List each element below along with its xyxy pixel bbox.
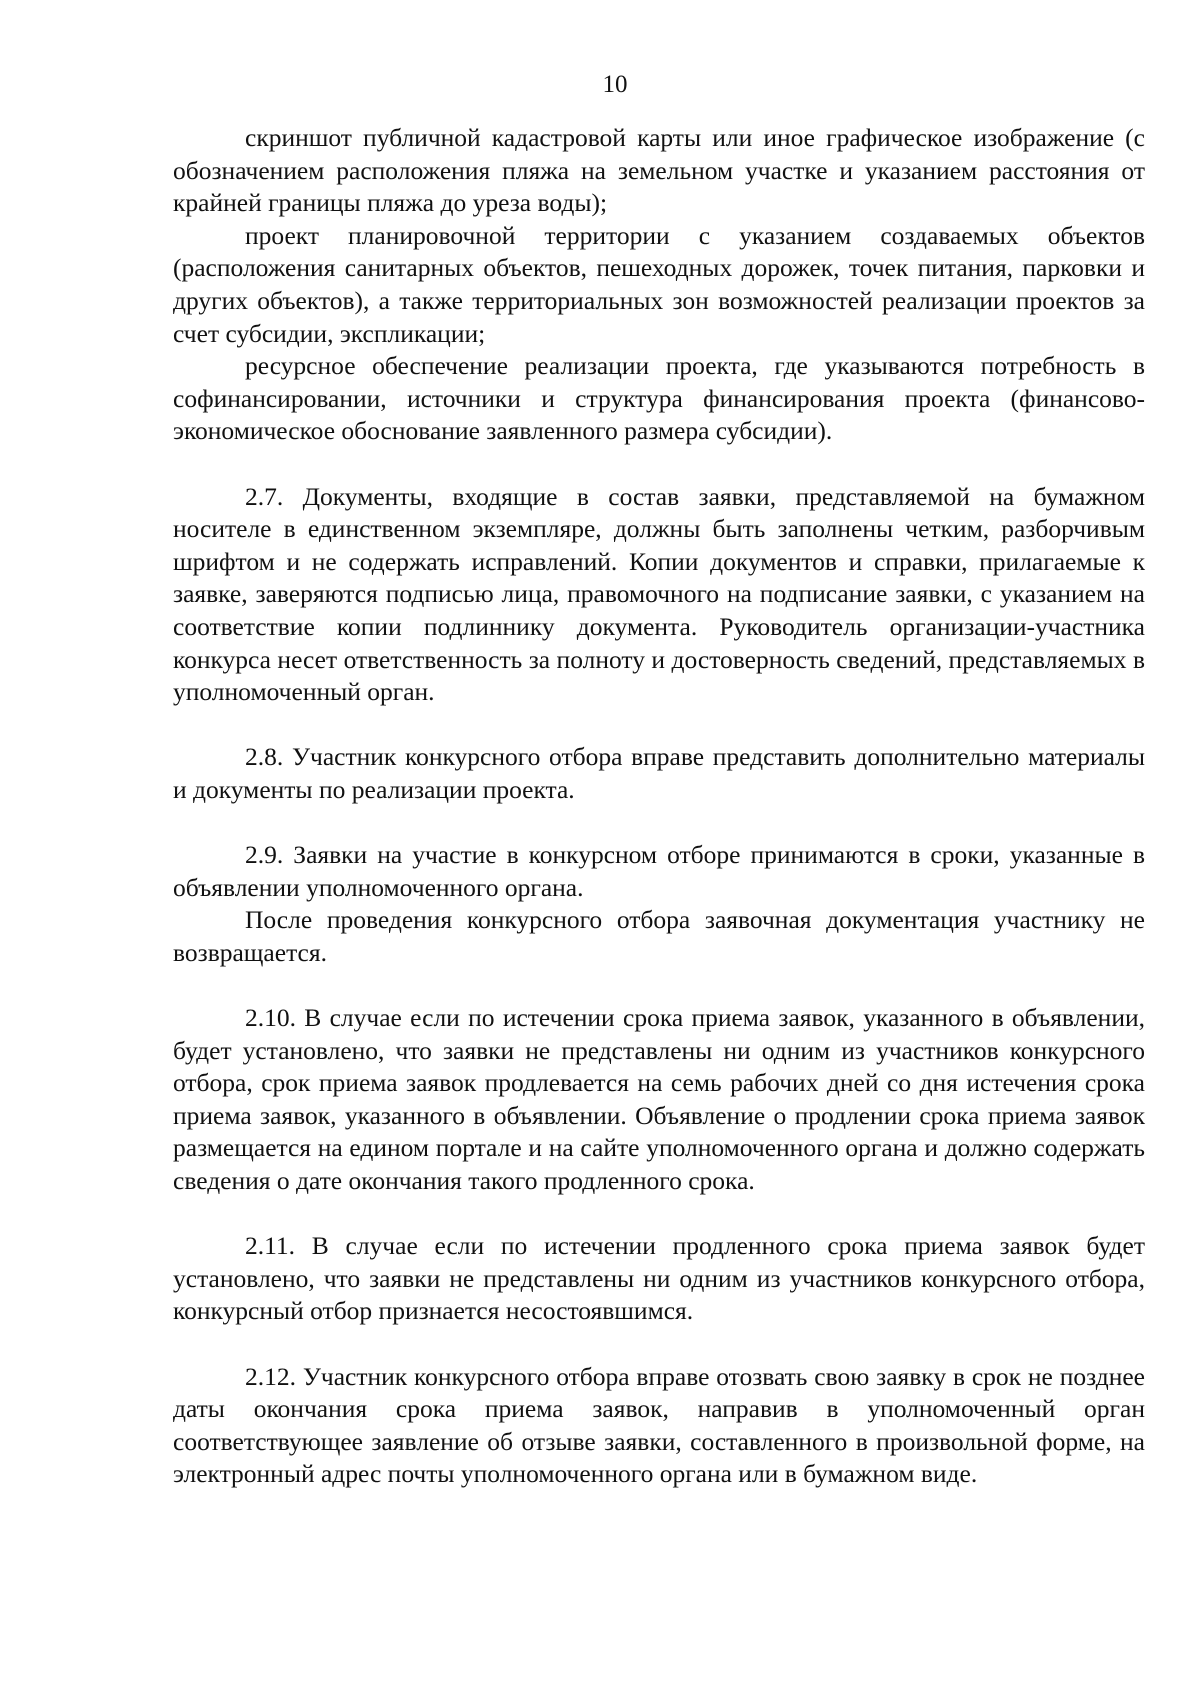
paragraph-clause-2-12: 2.12. Участник конкурсного отбора вправе отозвать свою заявку в срок не позднее даты окончания срока приема заявок, направив в уполномоченный орган соответствующее заявление об отзыве заявки, составленного в произвольной форме, на электронный адрес почты уполномоченного органа или в бумажном виде. [173,1361,1145,1489]
paragraph-screenshot: скриншот публичной кадастровой карты или иное графическое изображение (с обозначением расположения пляжа на земельном участке и указанием расстояния от крайней границы пляжа до уреза воды); [173,123,1145,218]
document-body [173,122,1145,1491]
paragraph-resource-support: ресурсное обеспечение реализации проекта, где указываются потребность в софинансировании, источники и структура финансирования проекта (финансово-экономическое обоснование заявленного размера субсидии). [173,351,1145,446]
paragraph-clause-2-9: 2.9. Заявки на участие в конкурсном отборе принимаются в сроки, указанные в объявлении уполномоченного органа. [173,840,1145,902]
page-number: 10 [602,71,628,98]
paragraph-clause-2-9-continued: После проведения конкурсного отбора заявочная документация участнику не возвращается. [173,905,1145,967]
paragraph-planning-project: проект планировочной территории с указанием создаваемых объектов (расположения санитарных объектов, пешеходных дорожек, точек питания, парковки и других объектов), а также территориальных зон возможностей реализации проектов за счет субсидии, экспликации; [173,220,1145,348]
paragraph-clause-2-8: 2.8. Участник конкурсного отбора вправе представить дополнительно материалы и документы по реализации проекта. [173,742,1145,804]
paragraph-clause-2-10: 2.10. В случае если по истечении срока приема заявок, указанного в объявлении, будет установлено, что заявки не представлены ни одним из участников конкурсного отбора, срок приема заявок продлевается на семь рабочих дней со дня истечения срока приема заявок, указанного в объявлении. Объявление о продлении срока приема заявок размещается на едином портале и на сайте уполномоченного органа и должно содержать сведения о дате окончания такого продленного срока. [173,1003,1145,1195]
paragraph-clause-2-7: 2.7. Документы, входящие в состав заявки, представляемой на бумажном носителе в единственном экземпляре, должны быть заполнены четким, разборчивым шрифтом и не содержать исправлений. Копии документов и справки, прилагаемые к заявке, заверяются подписью лица, правомочного на подписание заявки, с указанием на соответствие копии подлиннику документа. Руководитель организации-участника конкурса несет ответственность за полноту и достоверность сведений, представляемых в уполномоченный орган. [173,481,1145,707]
paragraph-clause-2-11: 2.11. В случае если по истечении продленного срока приема заявок будет установлено, что заявки не представлены ни одним из участников конкурсного отбора, конкурсный отбор признается несостоявшимся. [173,1231,1145,1326]
